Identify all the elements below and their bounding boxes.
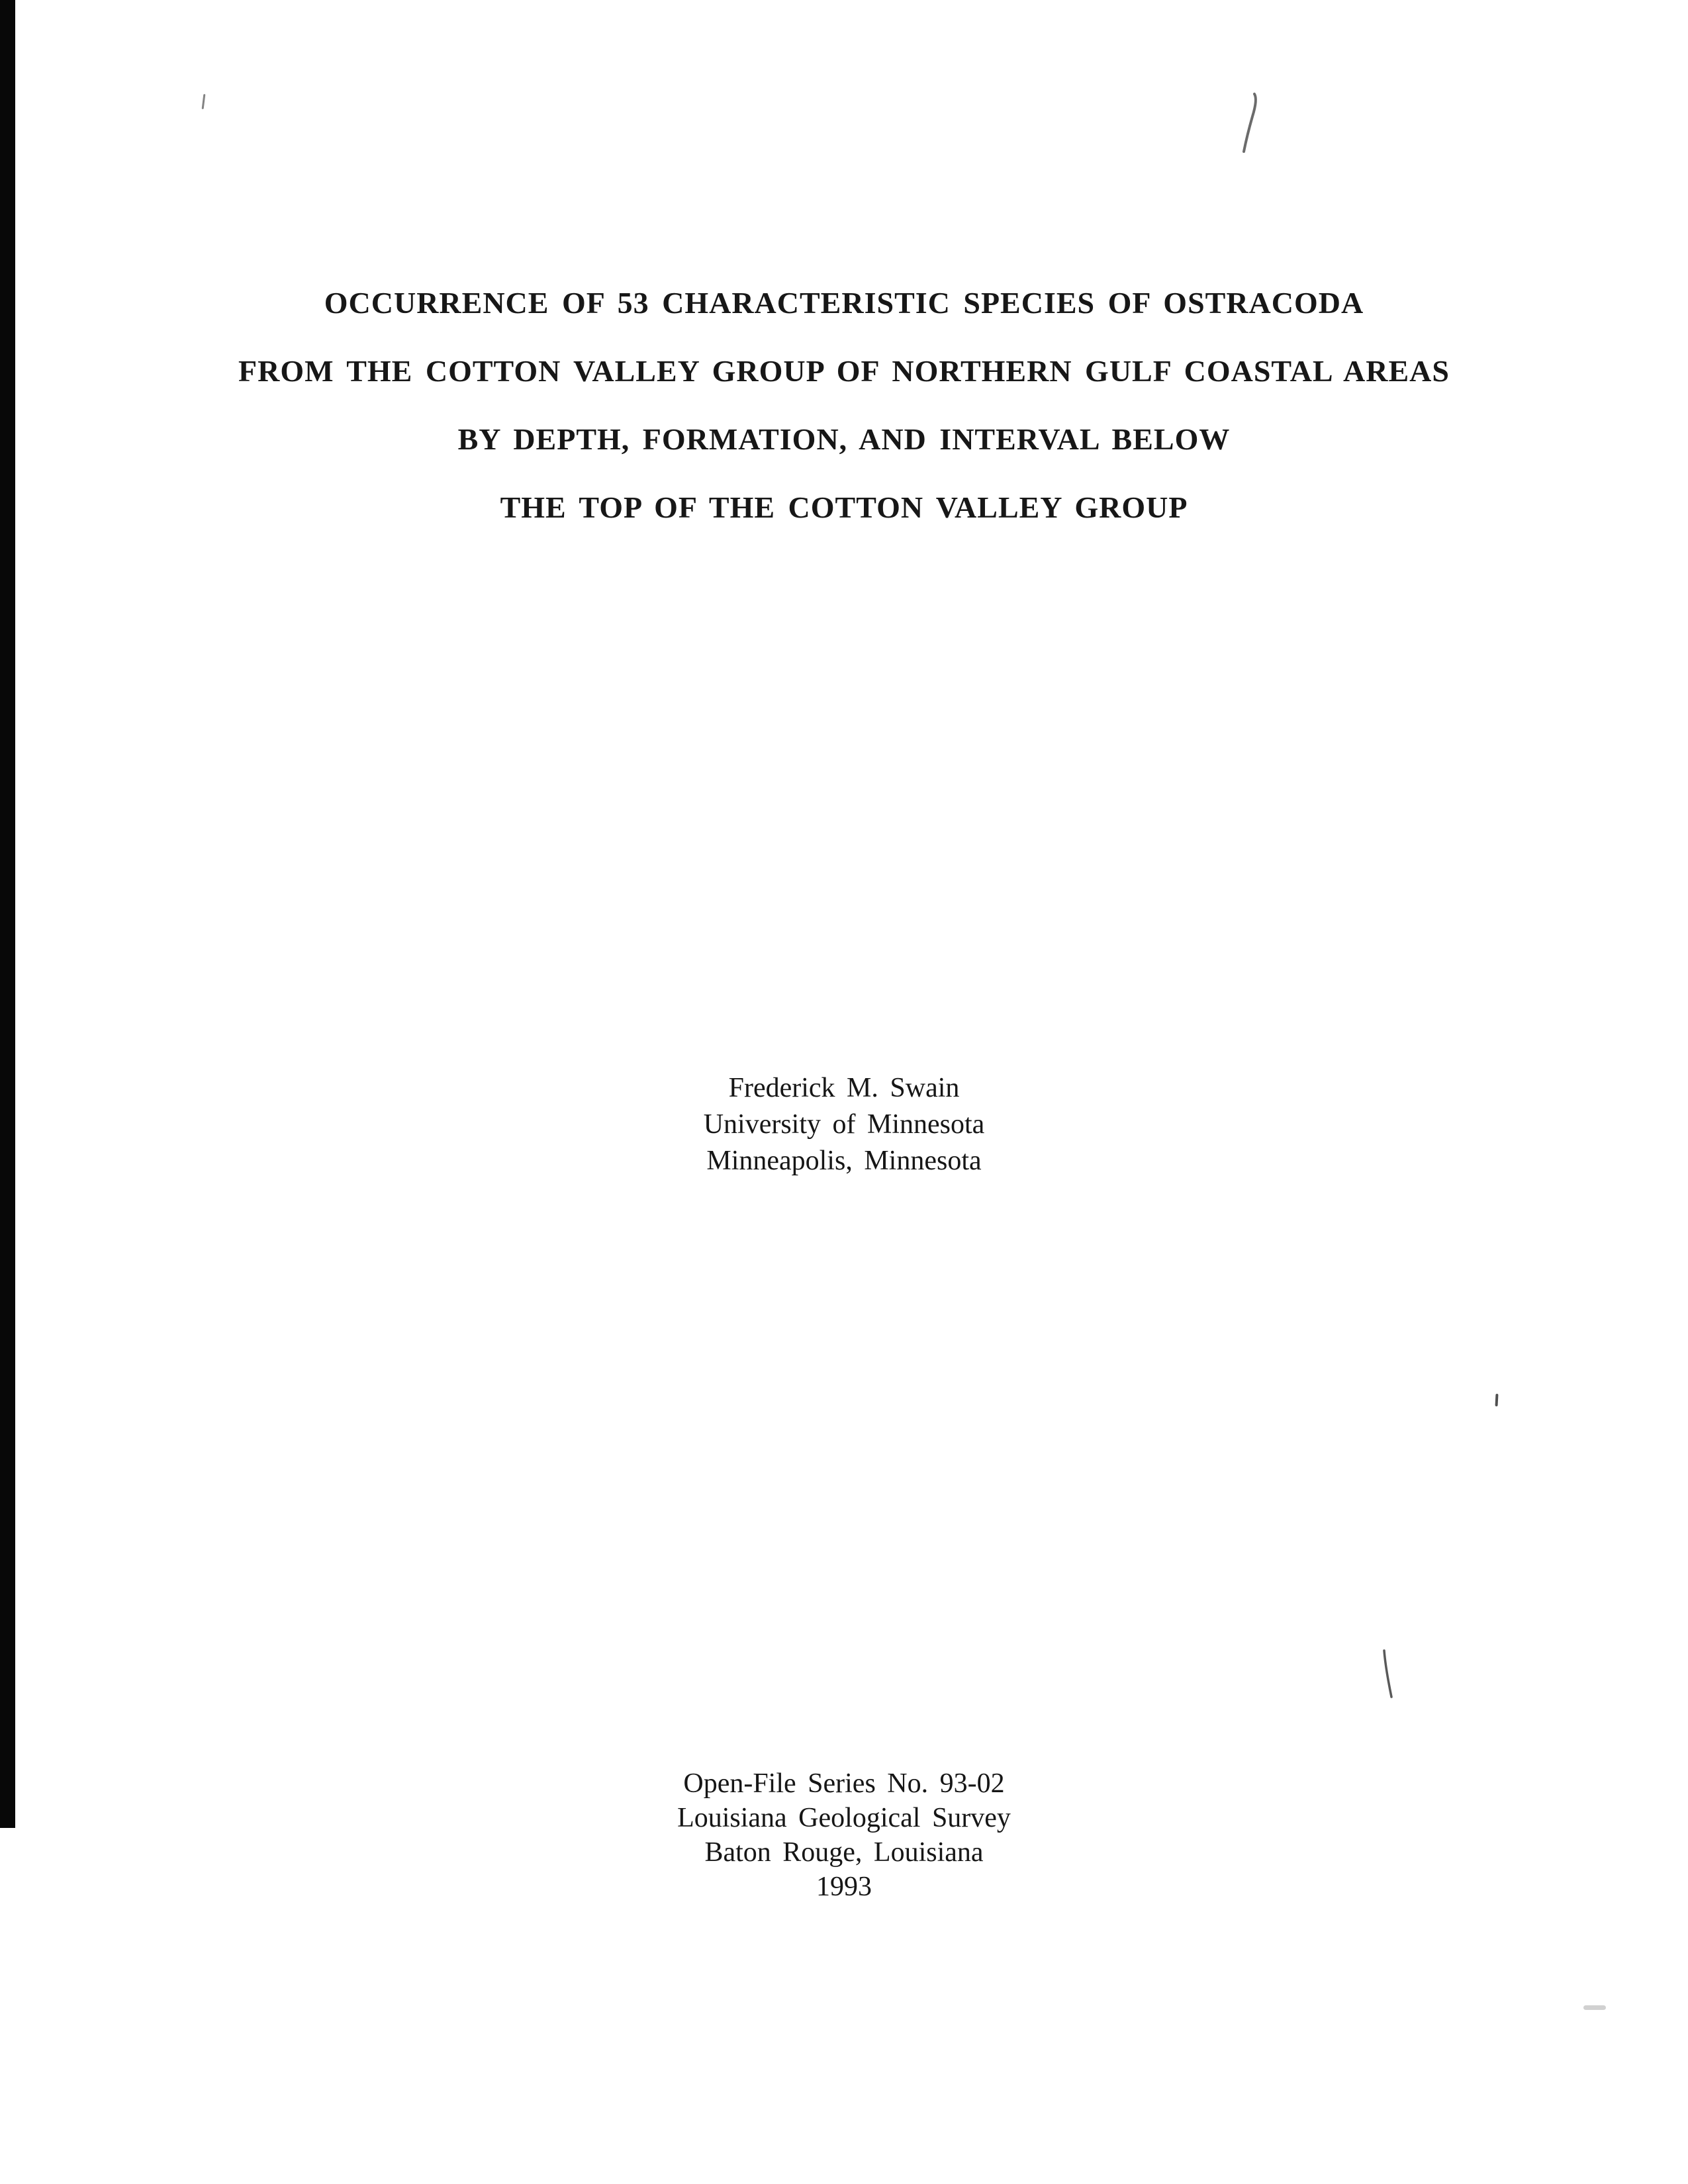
author-location: Minneapolis, Minnesota [706, 1146, 982, 1176]
publication-publisher: Louisiana Geological Survey [677, 1803, 1011, 1833]
stray-slash-mark [1235, 90, 1264, 155]
publication-year: 1993 [816, 1872, 872, 1902]
stray-dash-mark [1583, 2005, 1606, 2010]
author-affiliation: University of Minnesota [703, 1109, 985, 1140]
publication-block [0, 1766, 1688, 1904]
stray-tick-mark [1495, 1394, 1499, 1406]
stray-backslash-mark [1377, 1648, 1399, 1700]
publication-series: Open-File Series No. 93-02 [683, 1768, 1005, 1799]
report-title [0, 269, 1688, 541]
stray-apostrophe-mark [202, 94, 206, 109]
author-block [0, 1070, 1688, 1179]
title-line-1: OCCURRENCE OF 53 CHARACTERISTIC SPECIES OF OSTRACODA [324, 286, 1364, 320]
title-line-2: FROM THE COTTON VALLEY GROUP OF NORTHERN GULF COASTAL AREAS [238, 354, 1450, 388]
publication-city: Baton Rouge, Louisiana [704, 1837, 984, 1868]
title-line-3: BY DEPTH, FORMATION, AND INTERVAL BELOW [457, 422, 1231, 456]
author-name: Frederick M. Swain [728, 1073, 960, 1103]
title-line-4: THE TOP OF THE COTTON VALLEY GROUP [500, 490, 1188, 524]
